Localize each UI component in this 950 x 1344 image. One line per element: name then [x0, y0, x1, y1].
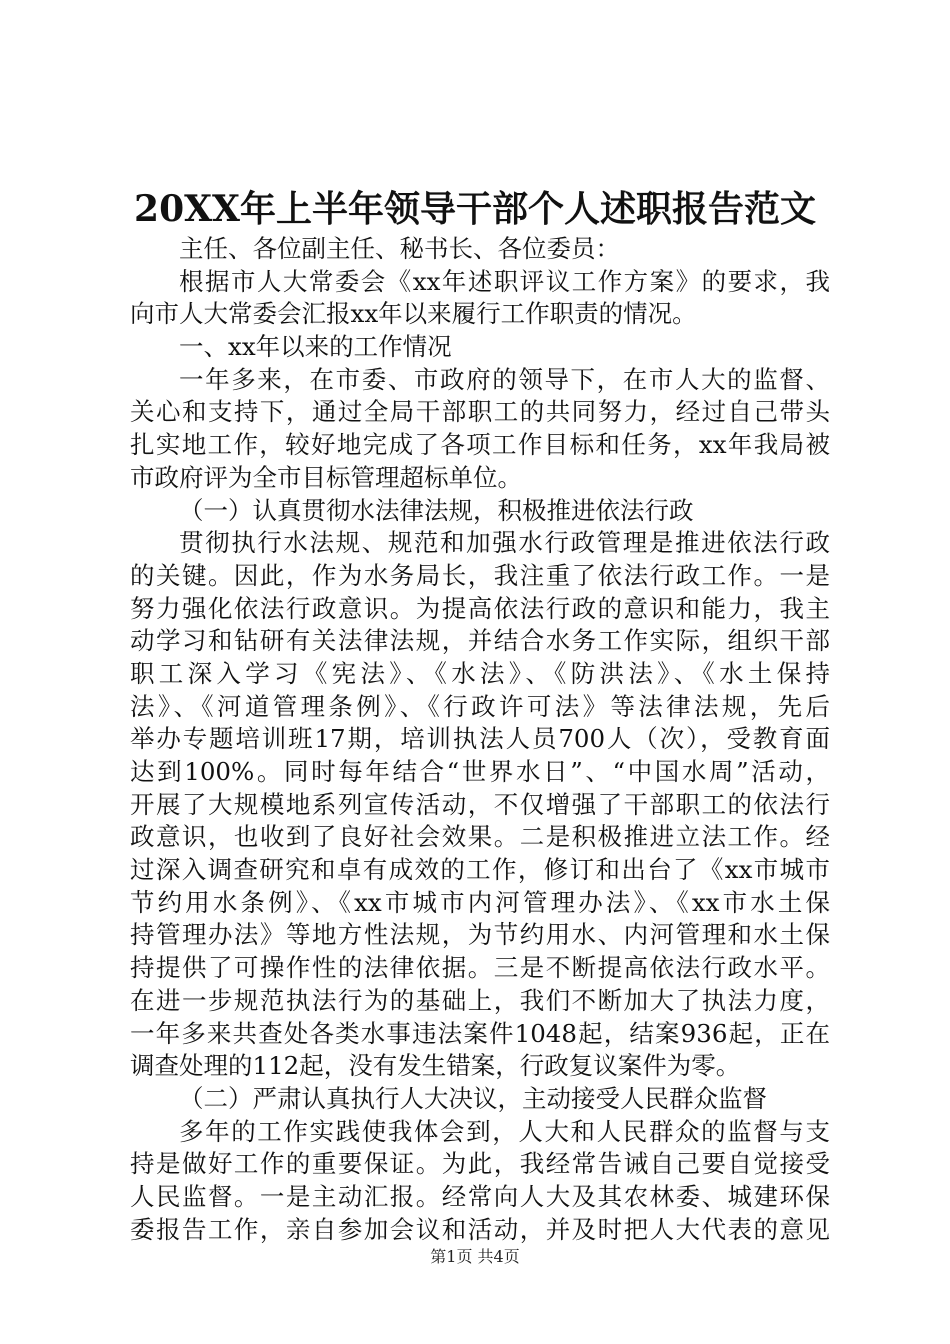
body-line: 持管理办法》等地方性法规，为节约用水、内河管理和水土保: [130, 920, 830, 950]
document-title: 20XX年上半年领导干部个人述职报告范文: [134, 188, 816, 230]
body-line: 一年多来，在市委、市政府的领导下，在市人大的监督、: [179, 364, 830, 394]
body-line: 一、xx年以来的工作情况: [179, 332, 452, 362]
body-line: 根据市人大常委会《xx年述职评议工作方案》的要求，我: [179, 266, 830, 296]
body-line: 法》、《河道管理条例》、《行政许可法》等法律法规，先后: [130, 691, 830, 721]
body-line: 多年的工作实践使我体会到，人大和人民群众的监督与支: [179, 1116, 830, 1146]
body-line: 市政府评为全市目标管理超标单位。: [130, 462, 522, 492]
body-line: 扎实地工作，较好地完成了各项工作目标和任务，xx年我局被: [130, 430, 830, 460]
body-line: 节约用水条例》、《xx市城市内河管理办法》、《xx市水土保: [130, 887, 830, 917]
body-line: 持提供了可操作性的法律依据。三是不断提高依法行政水平。: [130, 953, 830, 983]
body-line: （二）严肃认真执行人大决议，主动接受人民群众监督: [179, 1083, 767, 1113]
document-body: [130, 233, 830, 1246]
body-line: 调查处理的112起，没有发生错案，行政复议案件为零。: [130, 1051, 741, 1081]
body-line: 过深入调查研究和卓有成效的工作，修订和出台了《xx市城市: [130, 855, 830, 885]
body-line: 开展了大规模地系列宣传活动，不仅增强了干部职工的依法行: [130, 789, 830, 819]
body-line: 持是做好工作的重要保证。为此，我经常告诫自己要自觉接受: [130, 1149, 830, 1179]
body-line: 动学习和钻研有关法律法规，并结合水务工作实际，组织干部: [130, 626, 830, 656]
body-line: 一年多来共查处各类水事违法案件1048起，结案936起，正在: [130, 1018, 830, 1048]
body-line: 委报告工作，亲自参加会议和活动，并及时把人大代表的意见: [130, 1214, 830, 1244]
body-line: 贯彻执行水法规、规范和加强水行政管理是推进依法行政: [179, 528, 830, 558]
body-line: 的关键。因此，作为水务局长，我注重了依法行政工作。一是: [130, 560, 830, 590]
body-line: 人民监督。一是主动汇报。经常向人大及其农林委、城建环保: [130, 1181, 830, 1211]
body-line: 努力强化依法行政意识。为提高依法行政的意识和能力，我主: [130, 593, 830, 623]
body-line: 举办专题培训班17期，培训执法人员700人（次），受教育面: [130, 724, 830, 754]
body-line: 在进一步规范执法行为的基础上，我们不断加大了执法力度，: [130, 985, 830, 1015]
body-line: 职工深入学习《宪法》、《水法》、《防洪法》、《水土保持: [130, 658, 830, 688]
page-footer: 第1页 共4页: [430, 1247, 520, 1266]
body-line: 政意识，也收到了良好社会效果。二是积极推进立法工作。经: [130, 822, 830, 852]
body-line: 关心和支持下，通过全局干部职工的共同努力，经过自己带头: [130, 397, 830, 427]
body-line: （一）认真贯彻水法律法规，积极推进依法行政: [179, 495, 694, 525]
body-line: 达到100%。同时每年结合“世界水日”、“中国水周”活动，: [130, 757, 830, 786]
body-line: 主任、各位副主任、秘书长、各位委员：: [179, 234, 620, 263]
body-line: 向市人大常委会汇报xx年以来履行工作职责的情况。: [130, 299, 697, 329]
